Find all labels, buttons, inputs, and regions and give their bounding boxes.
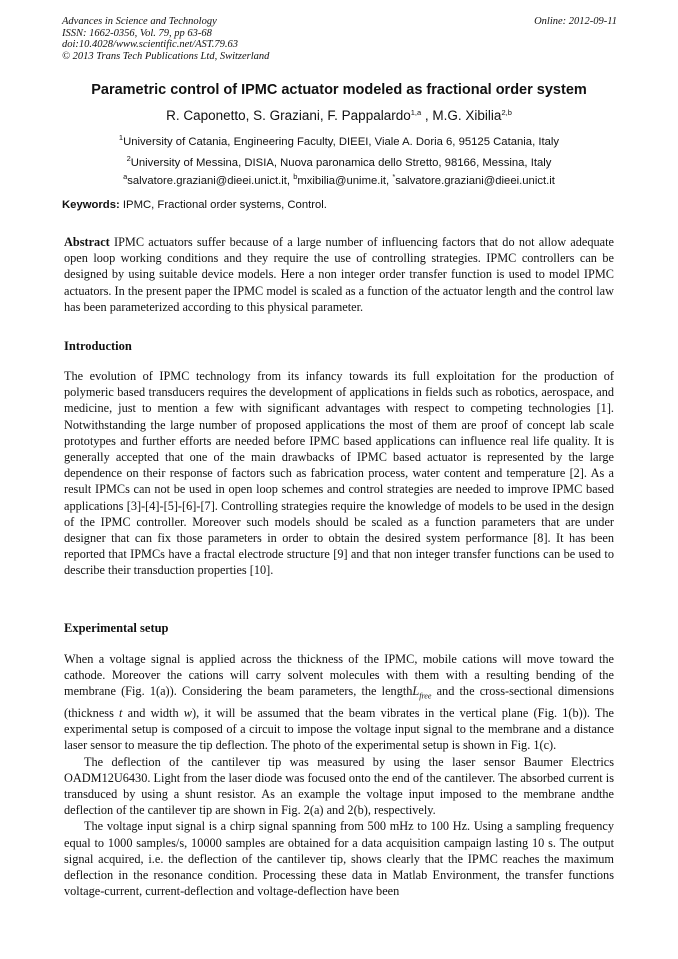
abstract-label: Abstract xyxy=(64,235,110,249)
affiliation-1-text: University of Catania, Engineering Faculty, DIEEI, Viale A. Doria 6, 95125 Catania, Italy xyxy=(123,136,560,148)
paragraph-1-part-c: and width xyxy=(122,706,184,721)
email-a-sup: a xyxy=(123,172,128,181)
experimental-paragraph-1 xyxy=(64,651,614,754)
keywords-text: IPMC, Fractional order systems, Control. xyxy=(119,199,327,211)
affiliation-2 xyxy=(0,154,678,169)
affiliation-2-text: University of Messina, DISIA, Nuova paronamica dello Stretto, 98166, Messina, Italy xyxy=(130,157,552,169)
introduction-heading: Introduction xyxy=(64,339,132,353)
math-free-sub: free xyxy=(419,691,432,701)
email-star-sup: * xyxy=(392,172,396,181)
journal-name: Advances in Science and Technology xyxy=(62,16,217,27)
affiliation-2-sup: 2 xyxy=(126,154,131,163)
experimental-paragraph-2: The deflection of the cantilever tip was measured by using the laser sensor Baumer Electrics OADM12U6430. Light from the laser diode was focused onto the end of the cantilever. The absorbed current is transduced by using a shunt resistor. As an example the voltage input imposed to the membrane andthe deflection of the cantilever tip are shown in Fig. 2(a) and 2(b), respectively. xyxy=(64,754,614,818)
paragraph-1-part-b: and the cross-sectional dimensions (thickness xyxy=(64,684,614,721)
email-line xyxy=(0,172,678,187)
math-t: t xyxy=(119,706,123,721)
experimental-paragraph-3: The voltage input signal is a chirp signal spanning from 500 mHz to 100 Hz. Using a sampling frequency equal to 1000 samples/s, 10000 samples are obtained for a data acquisition campaign lasting 10 s. The output signal acquired, i.e. the deflection of the cantilever tip, shows clearly that the IPMC reaches the maximum deflection in the resonance condition. Processing these data in Matlab Environment, the transfer functions voltage-current, current-deflection and voltage-deflection have been xyxy=(64,819,614,899)
introduction-body: The evolution of IPMC technology from its infancy towards its full exploitation for the production of polymeric based transducers requires the development of applications in fields such as robotics, aerospace, and medicine, just to mention a few with significant advantages with respect to competing technologies [1]. Notwithstanding the large number of proposed applications the most of them are proof of concept lab scale prototypes and further efforts are needed before IPMC based applications can influence real life quality. It is generally accepted that one of the main drawbacks of IPMC based actuator is represented by the large dependence on their response of factors such as fabrication process, water content and temperature [2]. As a result IPMCs can not be used in open loop schemes and control strategies are needed to improve IPMC based applications [3]-[4]-[5]-[6]-[7]. Controlling strategies require the knowledge of models to be used in the design of the IPMC controller. Moreover such models should be scaled as a function parameters that are under designer that can fix those parameters in order to obtain the desired system performance [8]. It has been reported that IPMCs have a fractal electrode structure [9] and that non integer transfer functions can be used to describe their transduction properties [10]. xyxy=(64,369,614,578)
email-b[interactable]: mxibilia@unime.it, xyxy=(297,175,393,187)
affiliation-1 xyxy=(0,133,678,148)
email-b-sup: b xyxy=(293,172,298,181)
email-a[interactable]: salvatore.graziani@dieei.unict.it, xyxy=(127,175,294,187)
author-sup-2: 2,b xyxy=(501,108,512,117)
experimental-setup-body xyxy=(64,651,614,900)
keywords xyxy=(62,199,327,211)
affiliation-1-sup: 1 xyxy=(118,133,124,142)
abstract-text: IPMC actuators suffer because of a large number of influencing factors that do not allow adequate open loop working conditions and they require the use of controlling strategies. IPMC controllers can be designed by using suitable device models. Here a non integer order transfer function is used to model IPMC actuators. In the present paper the IPMC model is scaled as a function of the actuator length and the control law has been parameterized according to this physical parameter. xyxy=(64,235,614,314)
math-w: w xyxy=(183,706,192,721)
online-date: Online: 2012-09-11 xyxy=(534,16,617,27)
email-corresponding[interactable]: salvatore.graziani@dieei.unict.it xyxy=(395,175,555,187)
doi-line: doi:10.4028/www.scientific.net/AST.79.63 xyxy=(62,39,239,50)
issn-line: ISSN: 1662-0356, Vol. 79, pp 63-68 xyxy=(62,27,212,39)
abstract xyxy=(64,234,614,315)
keywords-label: Keywords: xyxy=(62,199,120,211)
author-group-2: , M.G. Xibilia xyxy=(421,108,502,123)
paragraph-1-part-d: ), it will be assumed that the beam vibrates in the vertical plane (Fig. 1(b)). The experimental setup is composed of a circuit to impose the voltage input signal to the membrane and a distance laser sensor to measure the tip deflection. The photo of the experimental setup is shown in Fig. 1(c). xyxy=(64,706,614,753)
author-sup-1: 1,a xyxy=(410,108,422,117)
copyright-line: © 2013 Trans Tech Publications Ltd, Switzerland xyxy=(62,50,270,62)
math-L-free xyxy=(412,684,432,701)
experimental-setup-heading: Experimental setup xyxy=(64,621,169,635)
publication-meta xyxy=(62,16,617,62)
math-L: L xyxy=(412,684,420,699)
author-list xyxy=(0,108,678,123)
paper-title: Parametric control of IPMC actuator modeled as fractional order system xyxy=(91,82,587,98)
paragraph-1-part-a: When a voltage signal is applied across the thickness of the IPMC, mobile cations will move toward the cathode. Moreover the cations will carry solvent molecules with them with a resulting bending of the membrane (Fig. 1(a)). Considering the beam parameters, the length xyxy=(64,652,614,699)
author-group-1: R. Caponetto, S. Graziani, F. Pappalardo xyxy=(166,108,411,123)
